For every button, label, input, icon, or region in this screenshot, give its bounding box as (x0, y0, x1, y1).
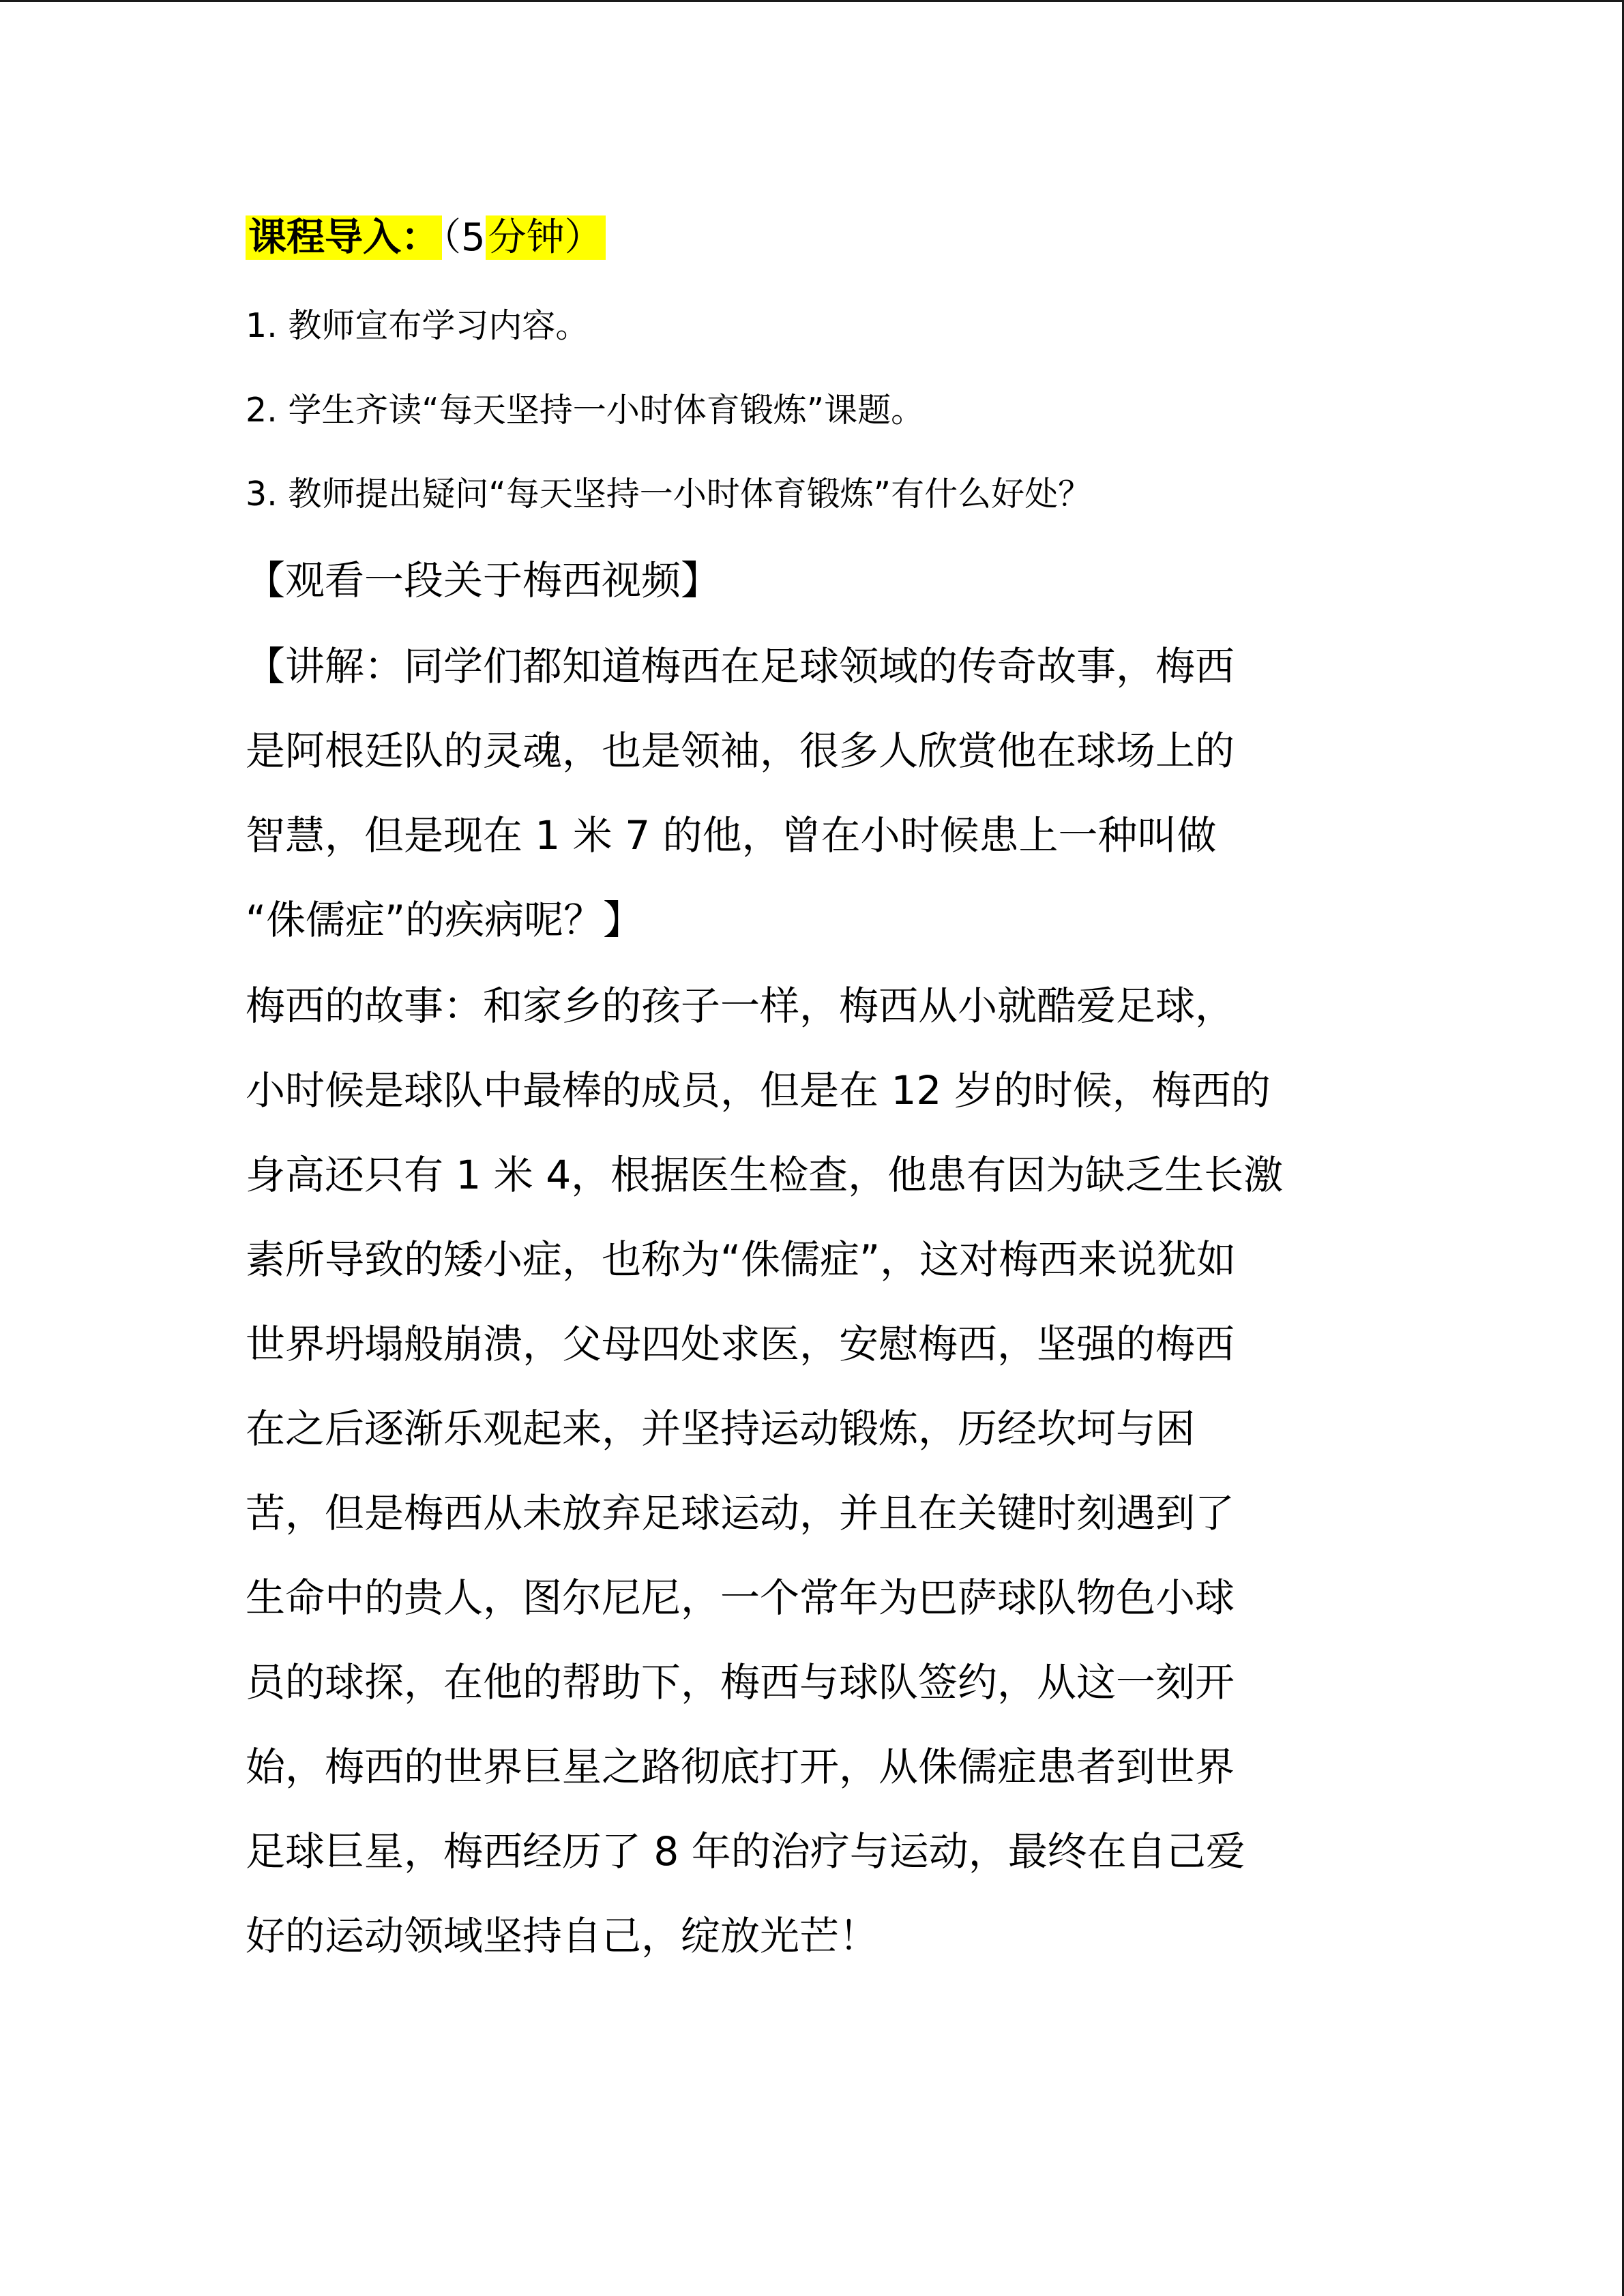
story-line: 好的运动领域坚持自己，绽放光芒！ (246, 1913, 879, 1959)
step-3: 3. 教师提出疑问“每天坚持一小时体育锻炼”有什么好处？ (246, 475, 1092, 513)
story-line: 始，梅西的世界巨星之路彻底打开，从侏儒症患者到世界 (246, 1744, 1235, 1790)
story-line: 员的球探，在他的帮助下，梅西与球队签约，从这一刻开 (246, 1659, 1235, 1705)
step-2: 2. 学生齐读“每天坚持一小时体育锻炼”课题。 (246, 391, 925, 430)
heading-duration-open: （5 (442, 215, 486, 260)
page-border-top (0, 0, 1624, 2)
story-line: 素所导致的矮小症，也称为“侏儒症”，这对梅西来说犹如 (246, 1236, 1237, 1283)
heading-duration-unit: 分钟） (486, 215, 606, 260)
story-line: 身高还只有 1 米 4，根据医生检查，他患有因为缺乏生长激 (246, 1152, 1284, 1198)
story-line: 生命中的贵人，图尔尼尼，一个常年为巴萨球队物色小球 (246, 1575, 1235, 1621)
story-line: 苦，但是梅西从未放弃足球运动，并且在关键时刻遇到了 (246, 1490, 1235, 1536)
story-line: 梅西的故事：和家乡的孩子一样，梅西从小就酷爱足球， (246, 983, 1235, 1029)
story-line: 世界坍塌般崩溃，父母四处求医，安慰梅西，坚强的梅西 (246, 1321, 1235, 1367)
story-line: 足球巨星，梅西经历了 8 年的治疗与运动，最终在自己爱 (246, 1828, 1245, 1875)
explanation-line: 智慧，但是现在 1 米 7 的他，曾在小时候患上一种叫做 (246, 812, 1217, 859)
explanation-line: “侏儒症”的疾病呢？】 (246, 897, 643, 943)
story-line: 小时候是球队中最棒的成员，但是在 12 岁的时候，梅西的 (246, 1067, 1271, 1114)
video-note: 【观看一段关于梅西视频】 (246, 557, 721, 603)
step-1: 1. 教师宣布学习内容。 (246, 306, 589, 345)
story-line: 在之后逐渐乐观起来，并坚持运动锻炼，历经坎坷与困 (246, 1405, 1196, 1452)
heading-title: 课程导入： (246, 215, 442, 260)
section-heading (246, 210, 606, 266)
explanation-line: 是阿根廷队的灵魂，也是领袖，很多人欣赏他在球场上的 (246, 728, 1235, 774)
explanation-line: 【讲解：同学们都知道梅西在足球领域的传奇故事，梅西 (246, 643, 1235, 689)
